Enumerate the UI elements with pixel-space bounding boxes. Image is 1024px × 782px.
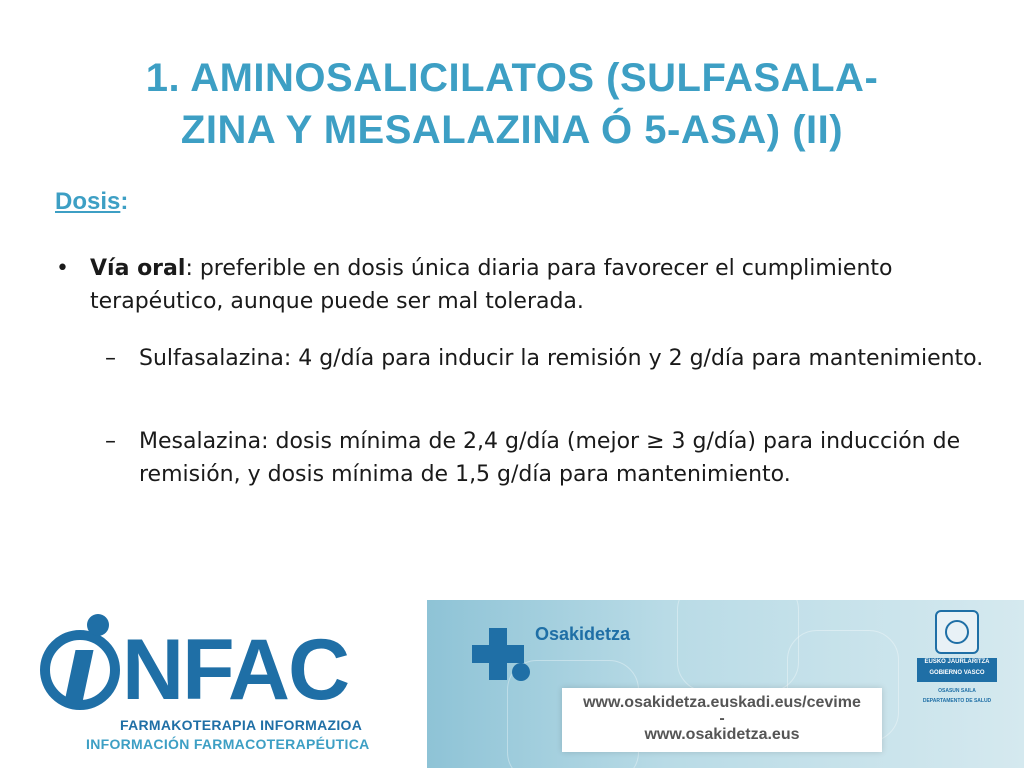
infac-logo bbox=[40, 612, 385, 762]
section-heading bbox=[55, 188, 128, 216]
slide-title bbox=[30, 52, 994, 156]
gov-line-1: EUSKO JAURLARITZA bbox=[924, 659, 990, 665]
sub-item-text: Mesalazina: dosis mínima de 2,4 g/día (mejor ≥ 3 g/día) para inducción de remisión, y dosis mínima de 1,5 g/día para mantenimiento. bbox=[139, 429, 961, 487]
cevime-url-link[interactable]: www.osakidetza.euskadi.eus/cevime bbox=[583, 694, 861, 711]
bullet-marker: • bbox=[56, 256, 69, 281]
sub-item-text: Sulfasalazina: 4 g/día para inducir la remisión y 2 g/día para mantenimiento. bbox=[139, 346, 984, 371]
osakidetza-cross-horizontal bbox=[472, 645, 524, 663]
osakidetza-cross-dot bbox=[512, 663, 530, 681]
slide-title-line-2: ZINA Y MESALAZINA Ó 5-ASA) (II) bbox=[180, 108, 844, 152]
gobierno-vasco-crest-icon bbox=[935, 610, 979, 654]
sub-item-sulfasalazina bbox=[105, 342, 985, 375]
section-heading-label: Dosis bbox=[55, 188, 121, 215]
url-separator: - bbox=[719, 710, 725, 727]
bullet-item bbox=[56, 252, 986, 318]
footer-banner bbox=[427, 600, 1024, 768]
bullet-text bbox=[90, 252, 986, 318]
gov-line-2: GOBIERNO VASCO bbox=[929, 670, 985, 676]
bullet-bold-label: Vía oral bbox=[90, 256, 186, 281]
section-heading-colon: : bbox=[120, 188, 129, 215]
gov-line-4: DEPARTAMENTO DE SALUD bbox=[922, 698, 992, 704]
sub-item-mesalazina bbox=[105, 425, 985, 491]
infac-logo-spanish-line: INFORMACIÓN FARMACOTERAPÉUTICA bbox=[86, 736, 370, 752]
infac-i-dot-icon bbox=[87, 614, 109, 636]
infac-logo-basque-line: FARMAKOTERAPIA INFORMAZIOA bbox=[120, 717, 363, 733]
url-box bbox=[562, 688, 882, 752]
bullet-body: : preferible en dosis única diaria para favorecer el cumplimiento terapéutico, aunque puede ser mal tolerada. bbox=[90, 256, 893, 314]
osakidetza-url-link[interactable]: www.osakidetza.eus bbox=[644, 726, 800, 743]
gobierno-vasco-logo bbox=[917, 610, 997, 720]
sub-marker: – bbox=[105, 429, 116, 454]
sub-marker: – bbox=[105, 346, 116, 371]
osakidetza-cross-icon bbox=[472, 628, 524, 680]
gov-line-3: OSASUN SAILA bbox=[938, 688, 976, 694]
slide-title-line-1: 1. AMINOSALICILATOS (SULFASALA- bbox=[145, 56, 879, 100]
osakidetza-name: Osakidetza bbox=[535, 624, 631, 644]
banner-decoration bbox=[677, 580, 799, 692]
infac-logo-word: NFAC bbox=[122, 622, 349, 718]
